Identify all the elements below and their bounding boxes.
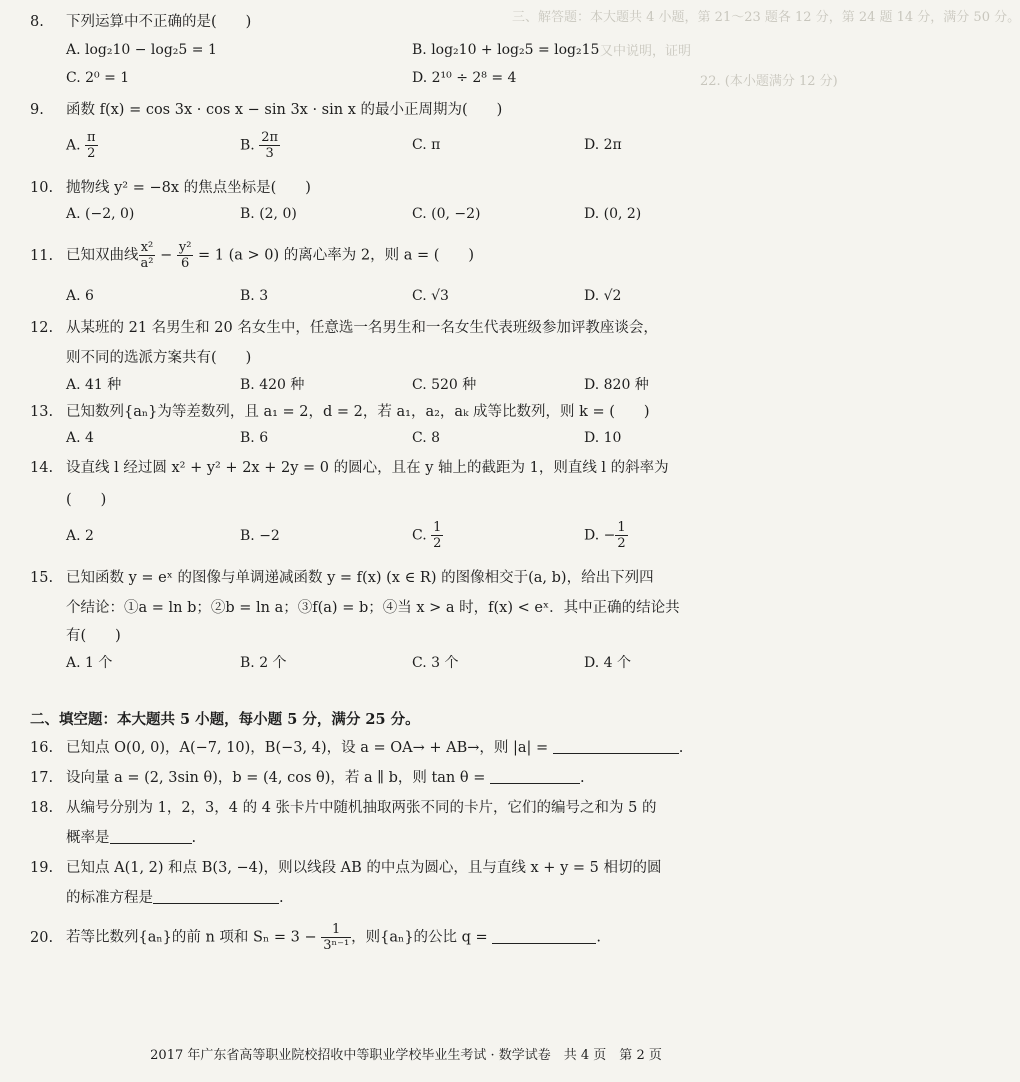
q14-option-c[interactable]: C. $\frac{1}{2}$ — [412, 520, 442, 551]
fraction: $\frac{\text{x²}}{\text{a²}}$ — [140, 240, 154, 271]
answer-blank[interactable] — [153, 889, 279, 904]
q19-stem-cont: 的标准方程是 . — [66, 890, 284, 906]
q15-option-a[interactable]: A. 1 个 — [66, 655, 113, 671]
question-20: 20. 若等比数列{aₙ}的前 n 项和 Sₙ = 3 − $\frac{1}{\text{3ⁿ⁻¹}}$ ，则{aₙ}的公比 q = . — [30, 922, 601, 953]
q13-option-b[interactable]: B. 6 — [240, 430, 269, 446]
q9-option-b[interactable]: B. $\frac{2\pi}{3}$ — [240, 130, 279, 161]
fraction: $\frac{1}{2}$ — [617, 520, 626, 551]
question-16: 16. 已知点 O(0, 0)，A(−7, 10)，B(−3, 4)，设 a = OA→ + AB→，则 |a| = . — [30, 740, 684, 756]
fraction: $\frac{\text{y²}}{6}$ — [178, 240, 192, 271]
q15-option-d[interactable]: D. 4 个 — [584, 655, 631, 671]
q11-option-b[interactable]: B. 3 — [240, 288, 269, 304]
question-19: 19. 已知点 A(1, 2) 和点 B(3, −4)，则以线段 AB 的中点为圆心，且与直线 x + y = 5 相切的圆 — [30, 860, 662, 876]
fraction: $\frac{1}{2}$ — [433, 520, 442, 551]
fraction: $\frac{\pi}{2}$ — [87, 130, 96, 161]
q13-option-c[interactable]: C. 8 — [412, 430, 441, 446]
q15-stem-cont: 个结论：①a = ln b；②b = ln a；③f(a) = b；④当 x > a 时，f(x) < eˣ．其中正确的结论共 — [66, 600, 680, 616]
q10-option-a[interactable]: A. (−2, 0) — [66, 206, 135, 222]
q12-option-a[interactable]: A. 41 种 — [66, 377, 122, 393]
q12-option-c[interactable]: C. 520 种 — [412, 377, 477, 393]
answer-blank[interactable] — [490, 769, 580, 784]
q9-option-a[interactable]: A. $\frac{\pi}{2}$ — [66, 130, 96, 161]
q11-option-c[interactable]: C. √3 — [412, 288, 449, 304]
q15-option-c[interactable]: C. 3 个 — [412, 655, 459, 671]
section-heading: 二、填空题：本大题共 5 小题，每小题 5 分，满分 25 分。 — [30, 711, 420, 728]
question-9: 9. 函数 f(x) = cos 3x · cos x − sin 3x · sin x 的最小正周期为( ) — [30, 102, 503, 118]
answer-blank[interactable] — [110, 829, 192, 844]
answer-blank[interactable] — [492, 929, 596, 944]
fraction: $\frac{1}{\text{3ⁿ⁻¹}}$ — [323, 922, 350, 953]
answer-blank[interactable] — [553, 739, 679, 754]
fraction: $\frac{2\pi}{3}$ — [261, 130, 279, 161]
q12-stem-cont: 则不同的选派方案共有( ) — [66, 350, 252, 366]
bleed-text: 又中说明，证明 — [600, 44, 692, 59]
q10-option-c[interactable]: C. (0, −2) — [412, 206, 481, 222]
question-18: 18. 从编号分别为 1，2，3，4 的 4 张卡片中随机抽取两张不同的卡片，它们的编号之和为 5 的 — [30, 800, 657, 816]
question-12: 12. 从某班的 21 名男生和 20 名女生中，任意选一名男生和一名女生代表班级参加评教座谈会， — [30, 320, 658, 336]
q12-option-d[interactable]: D. 820 种 — [584, 377, 649, 393]
q14-option-a[interactable]: A. 2 — [66, 528, 94, 544]
page-footer: 2017 年广东省高等职业院校招收中等职业学校毕业生考试 · 数学试卷 共 4 页 第 2 页 — [150, 1048, 662, 1063]
q8-option-d[interactable]: D. 2¹⁰ ÷ 2⁸ = 4 — [412, 70, 517, 86]
q14-option-d[interactable]: D. − $\frac{1}{2}$ — [584, 520, 626, 551]
bleed-text: 22. (本小题满分 12 分) — [700, 74, 838, 89]
q10-option-d[interactable]: D. (0, 2) — [584, 206, 642, 222]
question-10: 10. 抛物线 y² = −8x 的焦点坐标是( ) — [30, 180, 311, 196]
bleed-text: 三、解答题：本大题共 4 小题，第 21～23 题各 12 分，第 24 题 14 分，满分 50 分。 — [512, 10, 1020, 25]
q15-option-b[interactable]: B. 2 个 — [240, 655, 287, 671]
q14-option-b[interactable]: B. −2 — [240, 528, 280, 544]
q14-stem-cont: ( ) — [66, 492, 107, 508]
q13-option-d[interactable]: D. 10 — [584, 430, 622, 446]
q9-option-d[interactable]: D. 2π — [584, 137, 622, 153]
q11-option-a[interactable]: A. 6 — [66, 288, 94, 304]
question-8: 8. 下列运算中不正确的是( ) — [30, 14, 252, 30]
question-11: 11. 已知双曲线 $\frac{\text{x²}}{\text{a²}}$ − $\frac{\text{y²}}{6}$ = 1 (a > 0) 的离心率为 2，则 a = ( ) — [30, 240, 475, 271]
question-13: 13. 已知数列{aₙ}为等差数列，且 a₁ = 2，d = 2，若 a₁，a₂，aₖ 成等比数列，则 k = ( ) — [30, 404, 650, 420]
q18-stem-cont: 概率是 . — [66, 830, 197, 846]
q13-option-a[interactable]: A. 4 — [66, 430, 94, 446]
q8-option-a[interactable]: A. log₂10 − log₂5 = 1 — [66, 42, 217, 58]
q9-option-c[interactable]: C. π — [412, 137, 441, 153]
q11-option-d[interactable]: D. √2 — [584, 288, 622, 304]
question-17: 17. 设向量 a = (2, 3sin θ)，b = (4, cos θ)，若 a ∥ b，则 tan θ = . — [30, 770, 585, 786]
q15-stem-cont: 有( ) — [66, 628, 121, 644]
q10-option-b[interactable]: B. (2, 0) — [240, 206, 297, 222]
q12-option-b[interactable]: B. 420 种 — [240, 377, 305, 393]
q8-option-c[interactable]: C. 2⁰ = 1 — [66, 70, 130, 86]
q8-option-b[interactable]: B. log₂10 + log₂5 = log₂15 — [412, 42, 600, 58]
question-15: 15. 已知函数 y = eˣ 的图像与单调递减函数 y = f(x) (x ∈ R) 的图像相交于(a, b)，给出下列四 — [30, 570, 654, 586]
question-14: 14. 设直线 l 经过圆 x² + y² + 2x + 2y = 0 的圆心，且在 y 轴上的截距为 1，则直线 l 的斜率为 — [30, 460, 669, 476]
